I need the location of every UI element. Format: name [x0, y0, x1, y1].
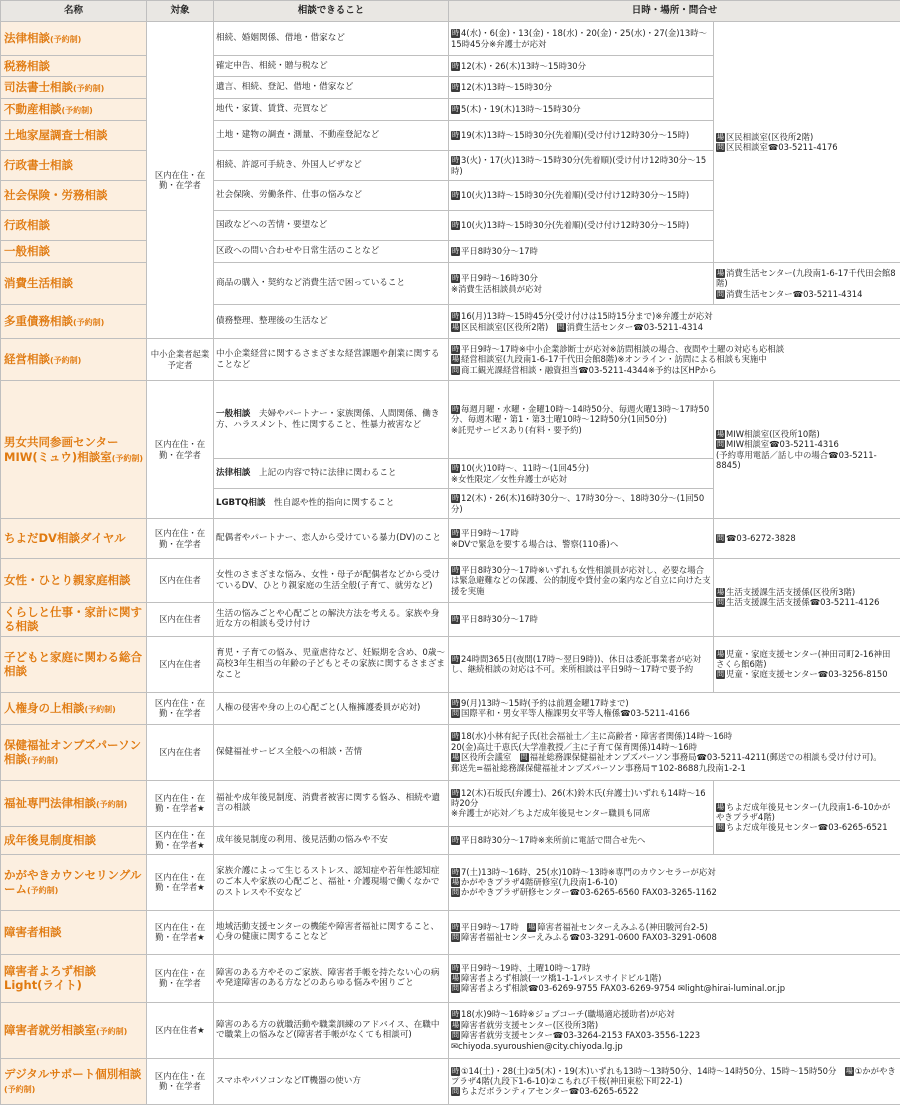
row-datetime [449, 77, 714, 99]
row-name [1, 954, 147, 1002]
row-content: 障害のある方の就職活動や職業訓練のアドバイス、在職中で職業上の悩みなど(障害者手帳がなくても相談可) [214, 1002, 449, 1058]
header-name: 名称 [1, 1, 147, 22]
time-icon: 時 [451, 131, 460, 140]
time-text: 12(木)・26(木)13時〜15時30分 [461, 61, 586, 71]
place-text: 区民相談室(区役所2階) [461, 322, 548, 332]
row-title: 司法書士相談 [4, 80, 73, 94]
inquiry-text: 児童・家庭支援センター☎03-3256-8150 [726, 669, 888, 679]
row-content: 社会保険、労働条件、仕事の悩みなど [214, 181, 449, 211]
row-title: くらしと仕事・家計に関する相談 [4, 605, 142, 633]
place-text: かがやきプラザ4階研修室(九段南1-6-10) [461, 877, 617, 887]
row-datetime [449, 56, 714, 77]
row-content: 生活の悩みごとや心配ごとの解決方法を考える。家族や身近な方の相談も受け付け [214, 603, 449, 637]
row-target: 区内在住・在勤・在学者 [147, 954, 214, 1002]
time-text: 平日9時〜17時※中小企業診断士が応対※訪問相談の場合、夜間や土曜の対応も応相談 [461, 344, 784, 354]
place-icon: 場 [451, 753, 460, 762]
row-datetime [449, 780, 714, 826]
row-content: 地代・家賃、賃貸、売買など [214, 99, 449, 121]
row-content [214, 381, 449, 459]
place-icon: 場 [451, 355, 460, 364]
inquiry-text: 障害者福祉センターえみふる☎03-3291-0600 FAX03-3291-0608 [461, 932, 717, 942]
row-title: 男女共同参画センターMIW(ミュウ)相談室 [4, 435, 119, 463]
place-text: 消費生活センター(九段南1-6-17千代田会館8階) [716, 268, 896, 288]
row-tag: (予約制) [62, 106, 93, 115]
note-text: ※消費生活相談員が応対 [451, 284, 711, 294]
time-icon: 時 [451, 964, 460, 973]
row-datetime [449, 1058, 900, 1104]
time-text: 平日9時〜16時30分 [461, 273, 538, 283]
row-title: 一般相談 [4, 244, 50, 258]
row-target: 中小企業者起業予定者 [147, 339, 214, 381]
table-row [1, 263, 900, 305]
place-icon: 場 [451, 974, 460, 983]
time-icon: 時 [451, 29, 460, 38]
row-name [1, 1002, 147, 1058]
row-target: 区内在住者 [147, 724, 214, 780]
header-row [1, 1, 900, 22]
row-datetime [449, 263, 714, 305]
row-tag: (予約制) [50, 35, 81, 44]
time-text: 19(木)13時〜15時30分(先着順)(受け付け12時30分〜15時) [461, 130, 689, 140]
time-text: 10(火)10時〜、11時〜(1回45分) [461, 463, 589, 473]
inquiry-text: 障害者よろず相談☎03-6269-9755 FAX03-6269-9754 ✉light@hirai-luminal.or.jp [461, 983, 785, 993]
table-row [1, 854, 900, 910]
time-icon: 時 [451, 83, 460, 92]
time-text: 10(火)13時〜15時30分(先着順)(受け付け12時30分〜15時) [461, 190, 689, 200]
row-title: 障害者よろず相談Light(ライト) [4, 964, 96, 992]
inquiry-icon: 問 [451, 888, 460, 897]
row-tag: (予約制) [73, 318, 104, 327]
row-content: 商品の購入・契約など消費生活で困っていること [214, 263, 449, 305]
inquiry-icon: 問 [716, 823, 725, 832]
time-text: 平日8時30分〜17時 [461, 614, 538, 624]
time-icon: 時 [451, 836, 460, 845]
row-title: 不動産相談 [4, 102, 62, 116]
place-text: 障害者よろず相談(一ツ橋1-1-1パレスサイドビル1階) [461, 973, 661, 983]
row-tag: (予約制) [85, 705, 116, 714]
row-title: 子どもと家庭に関わる総合相談 [4, 650, 142, 678]
row-content: スマホやパソコンなどIT機器の使い方 [214, 1058, 449, 1104]
row-datetime [449, 121, 714, 151]
note-text: 郵送先=福祉総務課保健福祉オンブズパーソン事務局〒102-8688九段南1-2-1 [451, 763, 898, 773]
row-datetime [449, 22, 714, 56]
time-icon: 時 [451, 789, 460, 798]
note-text: ※DVで緊急を要する場合は、警察(110番)へ [451, 539, 711, 549]
row-datetime [449, 559, 714, 603]
row-title: 保健福祉オンブズパーソン相談 [4, 738, 141, 766]
row-content [214, 489, 449, 519]
table-row [1, 780, 900, 826]
time-icon: 時 [451, 923, 460, 932]
row-target: 区内在住・在勤・在学者 [147, 1058, 214, 1104]
row-name [1, 56, 147, 77]
inquiry-text: ☎03-6272-3828 [726, 533, 796, 543]
inquiry-text: ちよだボランティアセンター☎03-6265-6522 [461, 1086, 639, 1096]
time-text: 10(火)13時〜15時30分(先着順)(受け付け12時30分〜15時) [461, 220, 689, 230]
row-content: 相続、婚姻関係、借地・借家など [214, 22, 449, 56]
row-title: 福祉専門法律相談 [4, 796, 96, 810]
place-text: ①かがやきプラザ4階(九段下1-6-10)②こもれび千桜(神田東松下町22-1) [451, 1066, 896, 1086]
place-text: 障害者福祉センターえみふる(神田駿河台2-5) [537, 922, 708, 932]
time-icon: 時 [451, 105, 460, 114]
row-content: 区政への問い合わせや日常生活のことなど [214, 241, 449, 263]
time-text: 平日8時30分〜17時※来所前に電話で問合せ先へ [461, 835, 645, 845]
sub-content: 夫婦やパートナー・家族関係、人間関係、働き方、ハラスメント、性に関すること、性暴力被害など [216, 409, 439, 430]
sub-title: 法律相談 [216, 468, 250, 478]
place-icon: 場 [716, 650, 725, 659]
inquiry-icon: 問 [716, 290, 725, 299]
row-name [1, 263, 147, 305]
inquiry-icon: 問 [451, 933, 460, 942]
sub-content: 性自認や性的指向に関すること [274, 498, 394, 508]
time-text: 12(木)・26(木)16時30分〜、17時30分〜、18時30分〜(1回50分) [451, 493, 704, 513]
inquiry-icon: 問 [716, 440, 725, 449]
time-icon: 時 [451, 529, 460, 538]
row-datetime [449, 305, 900, 339]
table-row [1, 954, 900, 1002]
place-text: 生活支援課生活支援係(区役所3階) [726, 587, 855, 597]
time-text: 24時間365日(夜間(17時〜翌日9時))、休日は委託事業者が応対し、継続相談の対応は不可。来所相談は平日9時〜17時で要予約 [451, 654, 701, 674]
row-content [214, 459, 449, 489]
row-datetime [449, 603, 714, 637]
row-name [1, 692, 147, 724]
table-row [1, 1002, 900, 1058]
row-datetime [449, 1002, 900, 1058]
row-datetime [449, 724, 900, 780]
row-title: 社会保険・労務相談 [4, 188, 108, 202]
place-icon: 場 [716, 803, 725, 812]
inquiry-text: MIW相談室☎03-5211-4316 [726, 439, 839, 449]
row-target: 区内在住者 [147, 603, 214, 637]
time-icon: 時 [451, 221, 460, 230]
row-name [1, 724, 147, 780]
note-text: ※弁護士が応対／ちよだ成年後見センター職員も同席 [451, 808, 711, 818]
row-title: デジタルサポート個別相談 [4, 1067, 141, 1081]
row-datetime [449, 381, 714, 459]
row-tag: (予約制) [27, 756, 58, 765]
row-content: 債務整理、整理後の生活など [214, 305, 449, 339]
time-icon: 時 [451, 615, 460, 624]
inquiry-icon: 問 [451, 984, 460, 993]
row-title: 成年後見制度相談 [4, 833, 96, 847]
row-contact [714, 519, 900, 559]
inquiry-text: かがやきプラザ研修センター☎03-6265-6560 FAX03-3265-1162 [461, 887, 717, 897]
inquiry-text: 消費生活センター☎03-5211-4314 [567, 322, 703, 332]
time-text: 平日8時30分〜17時 [461, 246, 538, 256]
header-target: 対象 [147, 1, 214, 22]
row-datetime [449, 241, 714, 263]
inquiry-icon: 問 [716, 534, 725, 543]
time-icon: 時 [451, 1010, 460, 1019]
row-datetime [449, 636, 714, 692]
place-text: 経営相談室(九段南1-6-17千代田会館8階)※オンライン・訪問による相談も実施中 [461, 354, 767, 364]
row-name [1, 519, 147, 559]
inquiry-text: 障害者就労支援センター☎03-3264-2153 FAX03-3556-1223 [461, 1030, 700, 1040]
row-title: 行政書士相談 [4, 158, 73, 172]
row-contact [714, 381, 900, 519]
row-datetime [449, 826, 714, 854]
place-icon: 場 [716, 269, 725, 278]
row-datetime [449, 854, 900, 910]
row-title: 経営相談 [4, 352, 50, 366]
table-row [1, 692, 900, 724]
place-text: MIW相談室(区役所10階) [726, 429, 820, 439]
row-target: 区内在住・在勤・在学者★ [147, 854, 214, 910]
row-content: 中小企業経営に関するさまざまな経営課題や創業に関することなど [214, 339, 449, 381]
time-text: 5(木)・19(木)13時〜15時30分 [461, 104, 581, 114]
sub-content: 上記の内容で特に法律に関わること [259, 468, 397, 478]
inquiry-text: 商工観光課経営相談・融資担当☎03-5211-4344※予約は区HPから [461, 365, 717, 375]
time-icon: 時 [451, 274, 460, 283]
row-target: 区内在住・在勤・在学者 [147, 519, 214, 559]
row-content: 遺言、相続、登記、借地・借家など [214, 77, 449, 99]
row-datetime [449, 489, 714, 519]
row-contact [714, 636, 900, 692]
time-text: 平日8時30分〜17時※いずれも女性相談員が応対し、必要な場合は緊急避難などの保護、公的制度や貸付金の案内など自立に向けた支援を実施 [451, 565, 711, 596]
row-name [1, 305, 147, 339]
time-icon: 時 [451, 1067, 460, 1076]
time-icon: 時 [451, 699, 460, 708]
sub-title: LGBTQ相談 [216, 498, 265, 508]
row-target: 区内在住・在勤・在学者 [147, 381, 214, 519]
place-text: 児童・家庭支援センター(神田司町2-16神田さくら館6階) [716, 649, 890, 669]
time-text: 18(水)9時〜16時※ジョブコーチ(職場適応援助者)が応対 [461, 1009, 675, 1019]
place-icon: 場 [451, 323, 460, 332]
row-name [1, 381, 147, 519]
row-title: 人権身の上相談 [4, 701, 85, 715]
place-icon: 場 [527, 923, 536, 932]
row-name [1, 826, 147, 854]
inquiry-text: 生活支援課生活支援係☎03-5211-4126 [726, 597, 880, 607]
header-content: 相談できること [214, 1, 449, 22]
inquiry-icon: 問 [520, 753, 529, 762]
row-datetime [449, 519, 714, 559]
row-content: 国政などへの苦情・要望など [214, 211, 449, 241]
mail-icon: ✉ [451, 1041, 458, 1051]
row-tag: (予約制) [50, 356, 81, 365]
row-contact [714, 22, 900, 263]
time-icon: 時 [451, 494, 460, 503]
row-content: 障害のある方やそのご家族、障害者手帳を持たない心の病や発達障害のある方などのあらゆる悩みや困りごと [214, 954, 449, 1002]
row-title: 法律相談 [4, 31, 50, 45]
note-text: (予約専用電話／話し中の場合☎03-5211-8845) [716, 450, 898, 471]
row-datetime [449, 339, 900, 381]
time-icon: 時 [451, 156, 460, 165]
time-text: 平日9時〜19時、土曜10時〜17時 [461, 963, 590, 973]
row-content: 土地・建物の調査・測量、不動産登記など [214, 121, 449, 151]
time-text: 7(土)13時〜16時、25(水)10時〜13時※専門のカウンセラーが応対 [461, 867, 716, 877]
row-name [1, 780, 147, 826]
row-name [1, 77, 147, 99]
row-name [1, 121, 147, 151]
time-text: 18(水)小林有紀子氏(社会福祉士／主に高齢者・障害者関係)14時〜16時 [461, 731, 732, 741]
place-text: 区民相談室(区役所2階) [726, 132, 813, 142]
time-text: 平日9時〜17時 [461, 528, 519, 538]
row-name [1, 339, 147, 381]
row-target: 区内在住者 [147, 559, 214, 603]
row-content: 配偶者やパートナー、恋人から受けている暴力(DV)のこと [214, 519, 449, 559]
place-icon: 場 [716, 588, 725, 597]
place-icon: 場 [451, 878, 460, 887]
time-text: 毎週月曜・水曜・金曜10時〜14時50分、毎週火曜13時〜17時50分、毎週木曜・第1・第3土曜10時〜12時50分(1回50分) [451, 404, 709, 424]
row-target: 区内在住・在勤・在学者★ [147, 780, 214, 826]
row-title: 障害者就労相談室 [4, 1023, 96, 1037]
row-content: 成年後見制度の利用、後見活動の悩みや不安 [214, 826, 449, 854]
sub-title: 一般相談 [216, 409, 250, 419]
row-name [1, 910, 147, 954]
inquiry-text: ちよだ成年後見センター☎03-6265-6521 [726, 822, 888, 832]
row-content: 地域活動支援センターの機能や障害者福祉に関すること、心身の健康に関することなど [214, 910, 449, 954]
time-text: ①14(土)・28(土)②5(木)・19(木)いずれも13時〜13時50分、14時〜14時50分、15時〜15時50分 [461, 1066, 836, 1076]
table-row [1, 636, 900, 692]
inquiry-text: 区民相談室☎03-5211-4176 [726, 142, 838, 152]
row-tag: (予約制) [96, 1027, 127, 1036]
place-icon: 場 [716, 430, 725, 439]
row-datetime [449, 211, 714, 241]
row-name [1, 559, 147, 603]
place-text: 障害者就労支援センター(区役所3階) [461, 1020, 598, 1030]
row-content: 保健福祉サービス全般への相談・苦情 [214, 724, 449, 780]
inquiry-icon: 問 [716, 670, 725, 679]
time-text: 12(木)13時〜15時30分 [461, 82, 552, 92]
row-target: 区内在住者★ [147, 1002, 214, 1058]
row-content: 確定申告、相続・贈与税など [214, 56, 449, 77]
table-row [1, 910, 900, 954]
time-icon: 時 [451, 247, 460, 256]
place-icon: 場 [845, 1067, 854, 1076]
inquiry-icon: 問 [451, 1087, 460, 1096]
table-row [1, 1058, 900, 1104]
row-contact [714, 559, 900, 637]
row-name [1, 636, 147, 692]
time-text: 平日9時〜17時 [461, 922, 519, 932]
time-icon: 時 [451, 464, 460, 473]
time-icon: 時 [451, 566, 460, 575]
row-title: 行政相談 [4, 218, 50, 232]
row-datetime [449, 181, 714, 211]
mail-text: chiyoda.syuroushien@city.chiyoda.lg.jp [458, 1041, 623, 1051]
table-row [1, 305, 900, 339]
row-title: 障害者相談 [4, 925, 62, 939]
row-datetime [449, 151, 714, 181]
table-row [1, 339, 900, 381]
row-name [1, 1058, 147, 1104]
table-row [1, 724, 900, 780]
table-row [1, 22, 900, 56]
time-text: 3(火)・17(火)13時〜15時30分(先着順)(受け付け12時30分〜15時) [451, 155, 706, 175]
time-icon: 時 [451, 732, 460, 741]
row-name [1, 151, 147, 181]
row-datetime [449, 910, 900, 954]
row-datetime [449, 459, 714, 489]
row-target: 区内在住・在勤・在学者★ [147, 826, 214, 854]
row-name [1, 181, 147, 211]
place-text: 区役所会議室 [461, 752, 511, 762]
time-text: 12(木)石坂氏(弁護士)、26(木)鈴木氏(弁護士)いずれも14時〜16時20分 [451, 788, 706, 808]
time-text: 20(金)高辻千恵氏(大学准教授／主に子育て保育関係)14時〜16時 [451, 742, 898, 752]
inquiry-text: 消費生活センター☎03-5211-4314 [726, 289, 862, 299]
row-title: かがやきカウンセリングルーム [4, 868, 141, 896]
row-title: ちよだDV相談ダイヤル [4, 531, 126, 545]
row-tag: (予約制) [27, 886, 58, 895]
note-text: ※託児サービスあり(有料・要予約) [451, 425, 711, 435]
table-row [1, 519, 900, 559]
row-content: 家族介護によって生じるストレス、認知症や若年性認知症のご本人や家族の心配ごと、福祉・介護現場で働くなかでのストレスや不安など [214, 854, 449, 910]
note-text: ※女性限定／女性弁護士が応対 [451, 474, 711, 484]
row-name [1, 854, 147, 910]
inquiry-icon: 問 [557, 323, 566, 332]
inquiry-icon: 問 [451, 1031, 460, 1040]
row-content: 育児・子育ての悩み、児童虐待など、妊娠期を含め、0歳〜高校3年生相当の年齢の子どもとその家族に関するさまざまなこと [214, 636, 449, 692]
row-content: 女性のさまざまな悩み、女性・母子が配偶者などから受けているDV、ひとり親家庭の生活全般(子育て、就労など) [214, 559, 449, 603]
row-title: 多重債務相談 [4, 314, 73, 328]
row-title: 女性・ひとり親家庭相談 [4, 573, 131, 587]
header-datetime: 日時・場所・問合せ [449, 1, 900, 22]
inquiry-text: 国際平和・男女平等人権課男女平等人権係☎03-5211-4166 [461, 708, 690, 718]
row-contact [714, 263, 900, 305]
row-title: 土地家屋調査士相談 [4, 128, 108, 142]
time-text: 9(月)13時〜15時(予約は前週金曜17時まで) [461, 698, 629, 708]
row-name [1, 603, 147, 637]
inquiry-icon: 問 [716, 598, 725, 607]
row-target: 区内在住・在勤・在学者 [147, 22, 214, 339]
time-icon: 時 [451, 191, 460, 200]
table-row [1, 381, 900, 459]
row-target: 区内在住者 [147, 636, 214, 692]
inquiry-text: 福祉総務課保健福祉オンブズパーソン事務局☎03-5211-4211(郵送での相談も受け付け可)。 [530, 752, 882, 762]
time-icon: 時 [451, 868, 460, 877]
inquiry-icon: 問 [451, 709, 460, 718]
place-text: ちよだ成年後見センター(九段南1-6-10かがやきプラザ4階) [716, 802, 890, 822]
row-tag: (予約制) [96, 800, 127, 809]
row-contact [714, 780, 900, 854]
row-name [1, 241, 147, 263]
inquiry-icon: 問 [716, 143, 725, 152]
row-name [1, 211, 147, 241]
row-datetime [449, 692, 900, 724]
row-datetime [449, 99, 714, 121]
place-icon: 場 [716, 133, 725, 142]
row-datetime [449, 954, 900, 1002]
time-text: 16(月)13時〜15時45分(受け付けは15時15分まで)※弁護士が応対 [461, 311, 713, 321]
row-content: 人権の侵害や身の上の心配ごと(人権擁護委員が応対) [214, 692, 449, 724]
row-name [1, 99, 147, 121]
row-tag: (予約制) [112, 454, 143, 463]
row-title: 税務相談 [4, 59, 50, 73]
row-content: 相続、許認可手続き、外国人ビザなど [214, 151, 449, 181]
time-icon: 時 [451, 62, 460, 71]
row-tag: (予約制) [73, 84, 104, 93]
row-title: 消費生活相談 [4, 276, 73, 290]
time-icon: 時 [451, 345, 460, 354]
row-name [1, 22, 147, 56]
time-icon: 時 [451, 405, 460, 414]
row-target: 区内在住・在勤・在学者★ [147, 910, 214, 954]
inquiry-icon: 問 [451, 366, 460, 375]
row-target: 区内在住・在勤・在学者 [147, 692, 214, 724]
table-row [1, 559, 900, 603]
time-icon: 時 [451, 655, 460, 664]
row-tag: (予約制) [4, 1085, 35, 1094]
time-text: 4(水)・6(金)・13(金)・18(水)・20(金)・25(水)・27(金)13時〜15時45分※弁護士が応対 [451, 28, 707, 48]
row-content: 福祉や成年後見制度、消費者被害に関する悩み、相続や遺言の相談 [214, 780, 449, 826]
place-icon: 場 [451, 1021, 460, 1030]
time-icon: 時 [451, 312, 460, 321]
